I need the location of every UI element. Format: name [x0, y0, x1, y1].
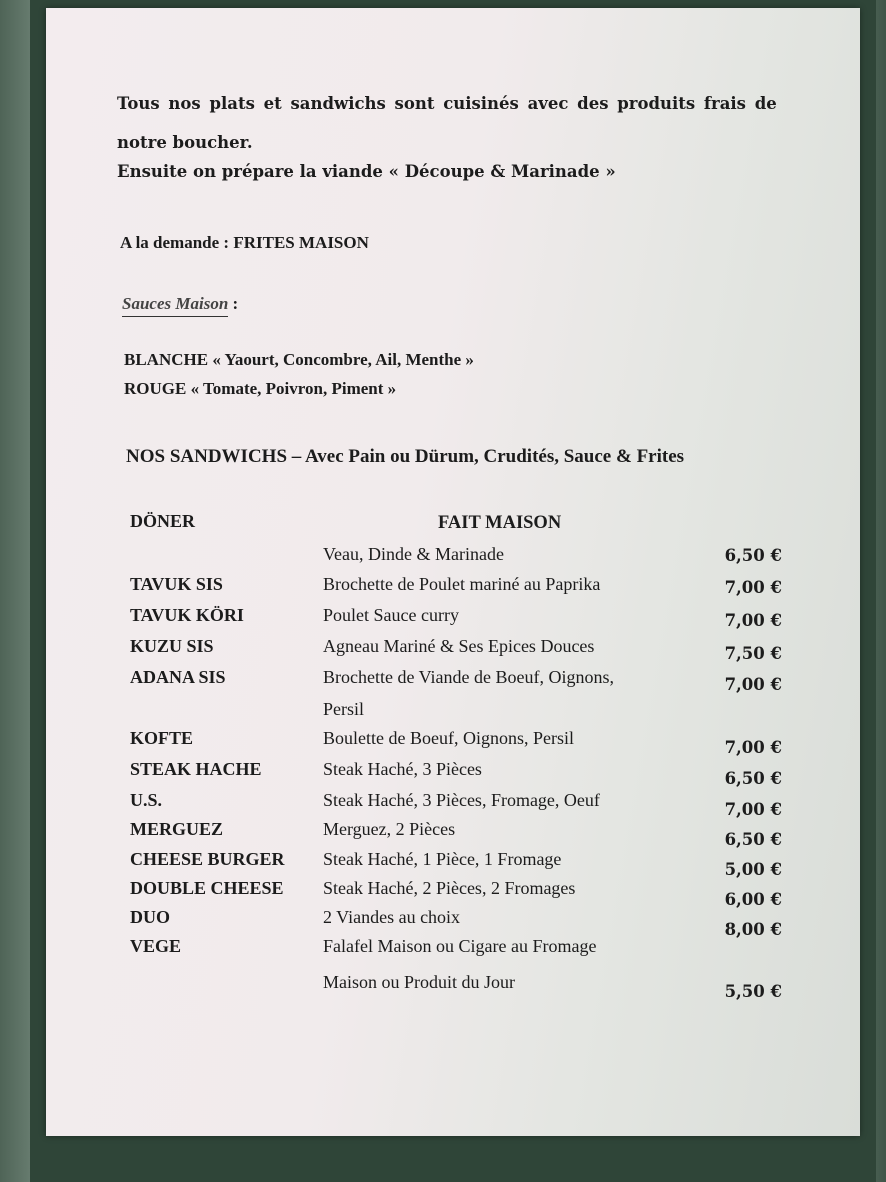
item-description: Boulette de Boeuf, Oignons, Persil [323, 728, 574, 748]
item-name: KUZU SIS [130, 636, 214, 656]
item-description: Agneau Mariné & Ses Epices Douces [323, 636, 595, 656]
intro-line-1: Tous nos plats et sandwichs sont cuisinés avec des produits frais de [117, 94, 777, 113]
fait-maison-label: FAIT MAISON [438, 513, 562, 533]
item-name: ADANA SIS [130, 667, 226, 687]
item-name: MERGUEZ [130, 819, 224, 839]
item-description: Steak Haché, 2 Pièces, 2 Fromages [323, 878, 576, 898]
item-name: VEGE [130, 936, 182, 956]
item-description: Steak Haché, 3 Pièces, Fromage, Oeuf [323, 790, 600, 810]
item-price: 7,00 € [724, 611, 782, 630]
sauces-heading [122, 294, 238, 314]
item-price: 7,00 € [724, 800, 782, 819]
item-description: Merguez, 2 Pièces [323, 819, 456, 839]
sandwichs-heading: NOS SANDWICHS – Avec Pain ou Dürum, Crudités, Sauce & Frites [126, 446, 685, 467]
item-description: Steak Haché, 3 Pièces [323, 759, 482, 779]
item-price: 6,50 € [724, 769, 782, 788]
sauces-title: Sauces Maison [122, 294, 228, 317]
sauces-colon: : [228, 294, 239, 313]
item-description: Brochette de Poulet mariné au Paprika [323, 574, 601, 594]
item-price: 6,50 € [724, 546, 782, 565]
item-description: Poulet Sauce curry [323, 605, 459, 625]
intro-line-2: notre boucher. [117, 133, 253, 152]
item-price: 6,50 € [724, 830, 782, 849]
item-description: Veau, Dinde & Marinade [323, 544, 504, 564]
item-description: Steak Haché, 1 Pièce, 1 Fromage [323, 849, 562, 869]
doner-label: DÖNER [130, 511, 196, 531]
sauce-blanche: BLANCHE « Yaourt, Concombre, Ail, Menthe » [124, 350, 474, 369]
item-name: DOUBLE CHEESE [130, 878, 284, 898]
item-name: KOFTE [130, 728, 194, 748]
item-price: 5,00 € [724, 860, 782, 879]
item-name: DUO [130, 907, 170, 927]
item-price: 7,00 € [724, 578, 782, 597]
item-name: TAVUK KÖRI [130, 605, 244, 625]
item-name: U.S. [130, 790, 163, 810]
item-description: Brochette de Viande de Boeuf, Oignons, [323, 667, 615, 687]
frites-note: A la demande : FRITES MAISON [120, 233, 369, 252]
item-description-cont: Maison ou Produit du Jour [323, 972, 516, 992]
item-name: STEAK HACHE [130, 759, 262, 779]
item-name: CHEESE BURGER [130, 849, 285, 869]
item-price: 7,00 € [724, 675, 782, 694]
item-description-cont: Persil [323, 699, 365, 719]
item-price: 5,50 € [724, 982, 782, 1001]
item-price: 7,50 € [724, 644, 782, 663]
item-name: TAVUK SIS [130, 574, 223, 594]
sauce-rouge: ROUGE « Tomate, Poivron, Piment » [124, 379, 397, 398]
item-price: 6,00 € [724, 890, 782, 909]
item-price: 7,00 € [724, 738, 782, 757]
item-price: 8,00 € [724, 920, 782, 939]
intro-line-3: Ensuite on prépare la viande « Découpe & Marinade » [117, 162, 616, 181]
item-description: 2 Viandes au choix [323, 907, 461, 927]
item-description: Falafel Maison ou Cigare au Fromage [323, 936, 597, 956]
